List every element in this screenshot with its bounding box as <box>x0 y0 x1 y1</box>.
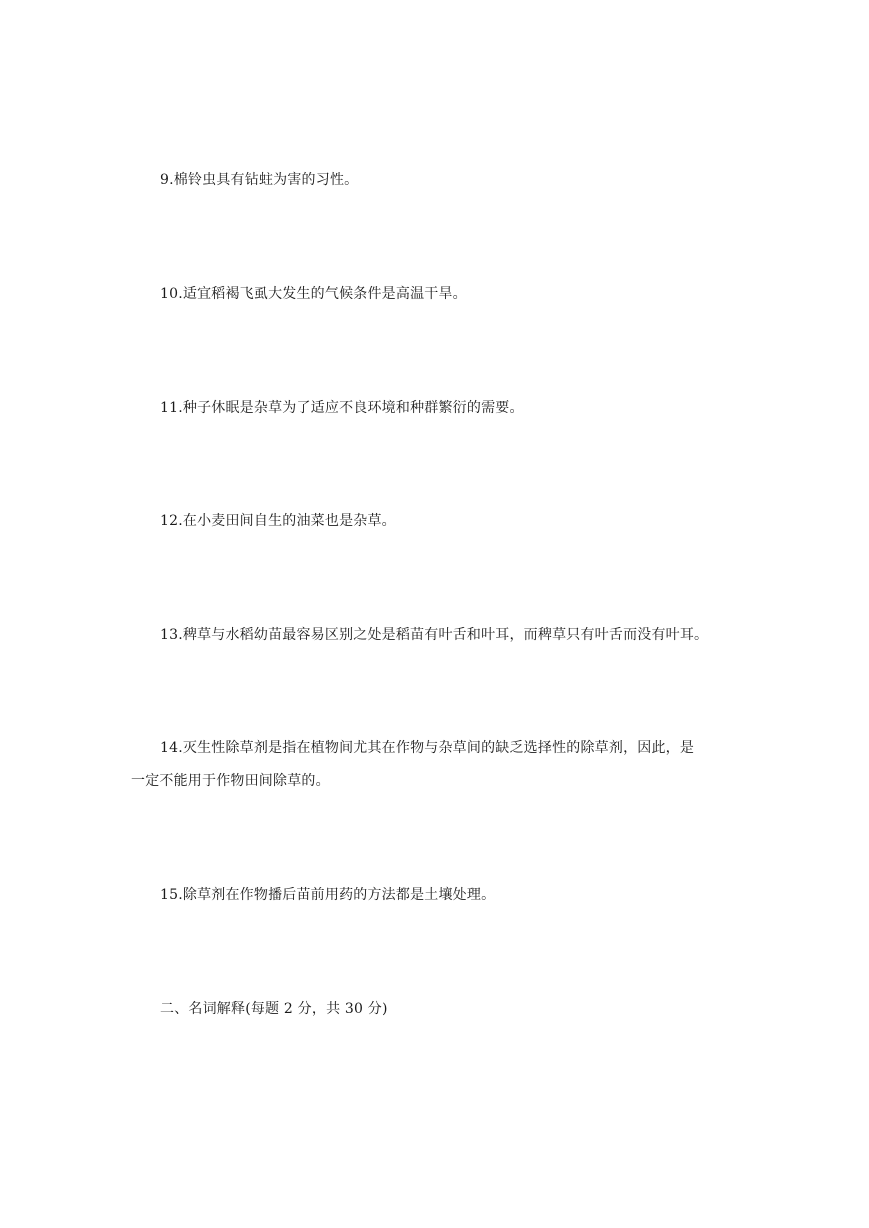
question-15: 15.除草剂在作物播后苗前用药的方法都是土壤处理。 <box>160 887 496 903</box>
question-14-line-2: 一定不能用于作物田间除草的。 <box>131 773 330 789</box>
question-14-line-1: 14.灭生性除草剂是指在植物间尤其在作物与杂草间的缺乏选择性的除草剂，因此，是 <box>160 740 695 756</box>
question-13: 13.稗草与水稻幼苗最容易区别之处是稻苗有叶舌和叶耳，而稗草只有叶舌而没有叶耳。 <box>160 627 709 643</box>
section-heading: 二、名词解释(每题 2 分，共 30 分) <box>160 1001 388 1017</box>
question-11: 11.种子休眠是杂草为了适应不良环境和种群繁衍的需要。 <box>160 400 524 416</box>
question-12: 12.在小麦田间自生的油菜也是杂草。 <box>160 513 396 529</box>
question-9: 9.棉铃虫具有钻蛀为害的习性。 <box>160 172 359 188</box>
question-10: 10.适宜稻褐飞虱大发生的气候条件是高温干旱。 <box>160 286 467 302</box>
